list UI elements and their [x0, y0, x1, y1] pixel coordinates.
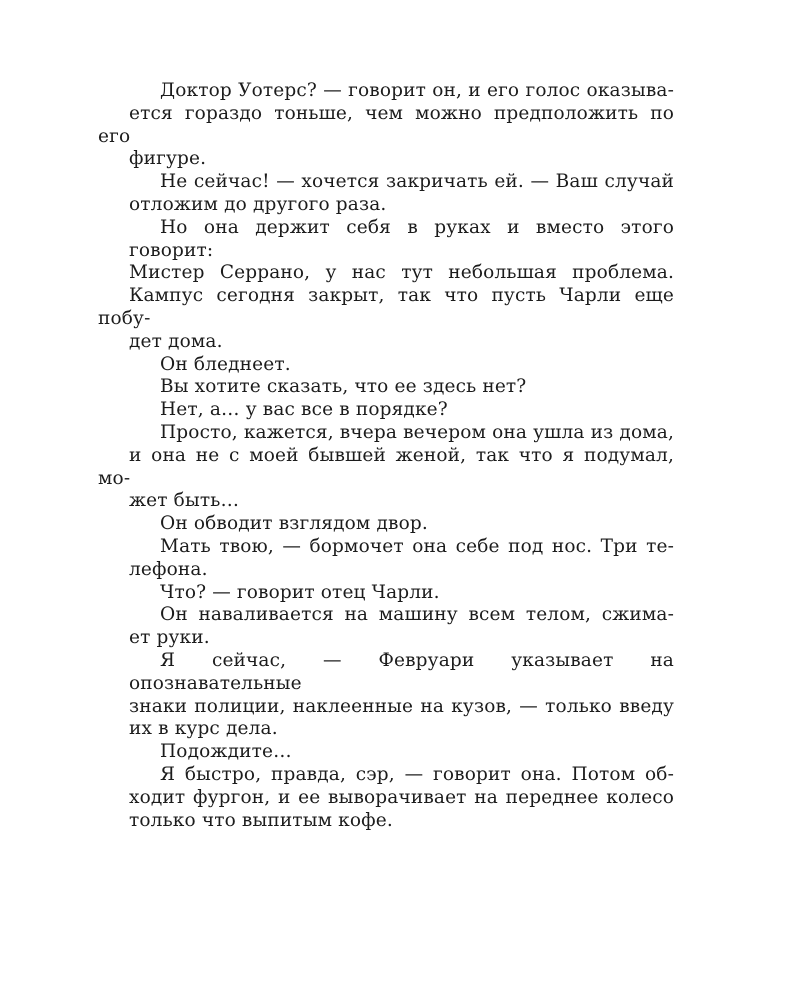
- text-line: их в курс дела.: [129, 718, 278, 740]
- text-line: Он наваливается на машину всем телом, сжима-: [160, 604, 674, 626]
- text-line: знаки полиции, наклеенные на кузов, — только введу: [129, 695, 674, 717]
- text-line: дет дома.: [129, 330, 223, 352]
- text-line: Не сейчас! — хочется закричать ей. — Ваш случай: [160, 171, 674, 193]
- text-line: Он бледнеет.: [160, 353, 291, 375]
- paragraph: [98, 399, 674, 422]
- text-line: отложим до другого раза.: [129, 193, 387, 215]
- paragraph: [98, 376, 674, 399]
- text-line: Доктор Уотерс? — говорит он, и его голос оказыва-: [160, 80, 674, 101]
- text-line: Вы хотите сказать, что ее здесь нет?: [160, 376, 527, 398]
- text-line: Но она держит себя в руках и вместо этого говорит:: [129, 216, 674, 261]
- paragraph: [98, 217, 674, 354]
- text-line: Мать твою, — бормочет она себе под нос. Три те-: [160, 535, 674, 557]
- paragraph: [98, 582, 674, 605]
- text-line: фигуре.: [129, 148, 207, 170]
- text-line: Просто, кажется, вчера вечером она ушла из дома,: [160, 421, 674, 443]
- text-line: ет руки.: [129, 627, 210, 649]
- paragraph: [98, 171, 674, 217]
- text-line: Я сейчас, — Февруари указывает на опознавательные: [129, 649, 674, 694]
- text-line: ходит фургон, и ее выворачивает на переднее колесо: [129, 786, 674, 808]
- text-line: ется гораздо тоньше, чем можно предположить по его: [98, 102, 674, 147]
- text-line: только что выпитым кофе.: [129, 809, 393, 831]
- text-line: жет быть…: [129, 490, 240, 512]
- text-line: Что? — говорит отец Чарли.: [160, 581, 440, 603]
- text-line: лефона.: [129, 558, 208, 580]
- paragraph: [98, 604, 674, 650]
- paragraph: [98, 764, 674, 832]
- text-line: Он обводит взглядом двор.: [160, 513, 428, 535]
- text-line: Мистер Серрано, у нас тут небольшая проблема.: [129, 262, 674, 284]
- paragraph: [98, 536, 674, 582]
- text-line: Подождите…: [160, 741, 292, 763]
- paragraph: [98, 422, 674, 513]
- body-text: [98, 80, 674, 832]
- paragraph: [98, 650, 674, 741]
- paragraph: [98, 741, 674, 764]
- paragraph: [98, 513, 674, 536]
- paragraph: [98, 80, 674, 171]
- text-line: Нет, а… у вас все в порядке?: [160, 399, 448, 421]
- paragraph: [98, 354, 674, 377]
- text-line: Кампус сегодня закрыт, так что пусть Чарли еще побу-: [98, 285, 674, 329]
- text-line: и она не с моей бывшей женой, так что я подумал, мо-: [98, 444, 674, 489]
- text-line: Я быстро, правда, сэр, — говорит она. Потом об-: [160, 763, 674, 785]
